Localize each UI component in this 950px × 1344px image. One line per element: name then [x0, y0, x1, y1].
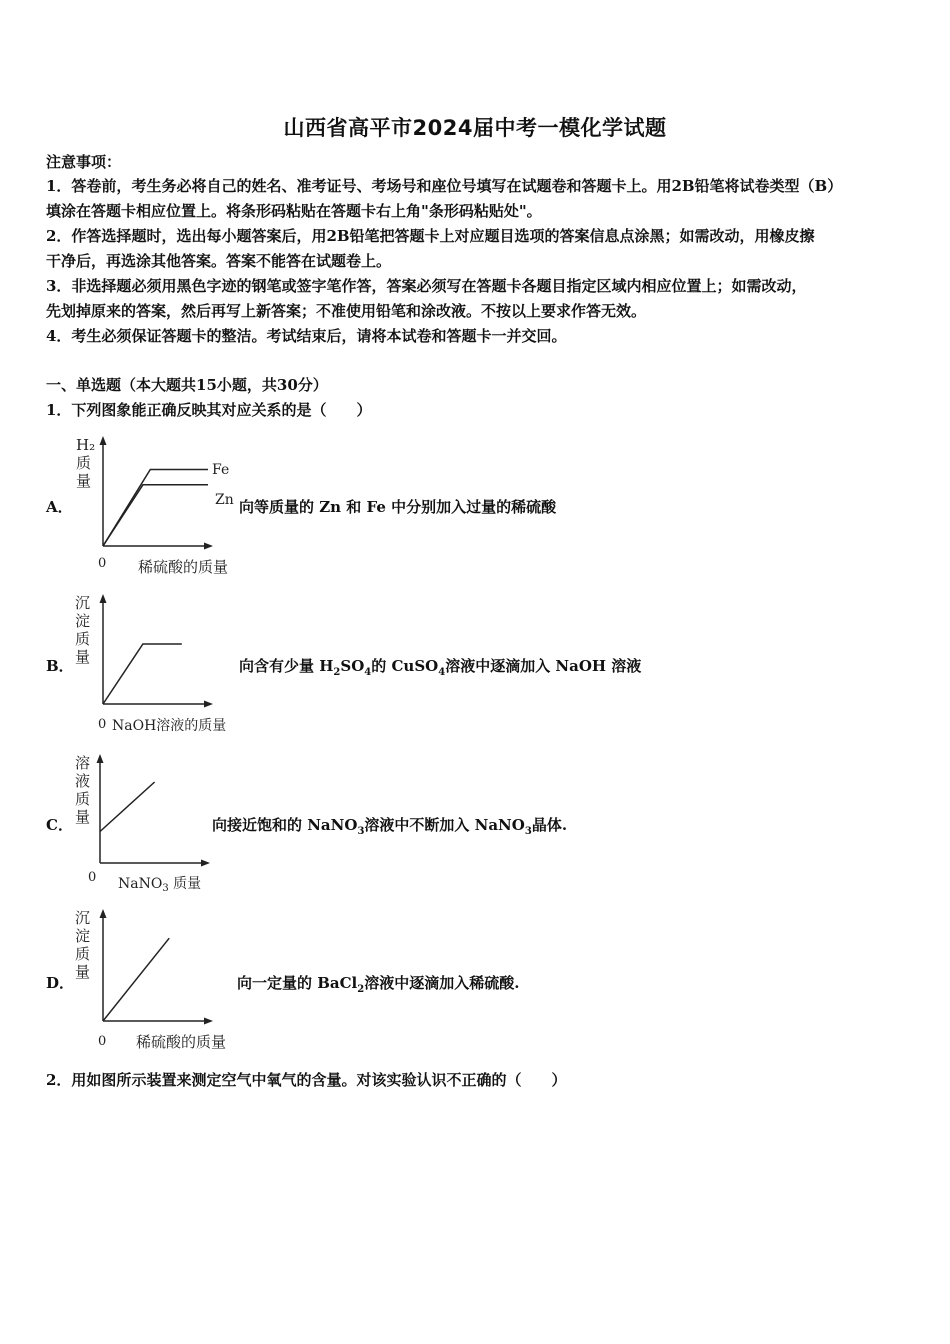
option-b-description: 向含有少量 $H_2SO_4$的 CuSO$_4$溶液中逐滴加入 NaOH 溶液: [239, 657, 642, 678]
y-axis-arrow: [100, 909, 107, 918]
y-label-char: 沉: [75, 594, 91, 612]
series-line: [100, 782, 155, 832]
origin-label: 0: [98, 717, 107, 732]
y-label-char: 量: [75, 963, 91, 981]
series-line-fe: [103, 470, 208, 547]
x-axis-label: 稀硫酸的质量: [138, 558, 229, 576]
notice-line: 4．考生必须保证答题卡的整洁。考试结束后，请将本试卷和答题卡一并交回。: [46, 327, 567, 345]
series-line-zn: [103, 485, 208, 546]
y-label-char: 液: [75, 772, 91, 790]
option-a-letter[interactable]: A．: [46, 498, 73, 516]
x-axis-label: 稀硫酸的质量: [136, 1033, 227, 1051]
origin-label: 0: [98, 1034, 107, 1049]
x-axis-label: NaNO$_3$ 质量: [118, 876, 202, 894]
option-a-description: 向等质量的 Zn 和 Fe 中分别加入过量的稀硫酸: [239, 498, 557, 516]
series-line: [103, 644, 182, 704]
option-d-description: 向一定量的 BaCl$_2$溶液中逐滴加入稀硫酸.: [237, 974, 520, 995]
notice-line: 2．作答选择题时，选出每小题答案后，用2B铅笔把答题卡上对应题目选项的答案信息点涂黑；如需改动，用橡皮擦: [46, 227, 815, 245]
page-title: 山西省高平市2024届中考一模化学试题: [283, 116, 667, 140]
y-label-char: 量: [75, 808, 91, 826]
notice-line: 干净后，再选涂其他答案。答案不能答在试题卷上。: [46, 252, 392, 270]
option-c-letter[interactable]: C．: [46, 816, 73, 834]
x-axis-arrow: [204, 543, 213, 550]
y-label-char: 质: [75, 790, 91, 808]
y-label-char: 质: [75, 630, 91, 648]
series-line: [103, 938, 169, 1021]
y-label-char: H₂: [76, 436, 96, 454]
y-axis-label: [76, 436, 95, 490]
notice-line: 1．答卷前，考生务必将自己的姓名、准考证号、考场号和座位号填写在试题卷和答题卡上。用2B铅笔将试卷类型（B）: [46, 177, 843, 195]
y-label-char: 量: [76, 472, 92, 490]
y-label-char: 淀: [75, 612, 91, 630]
y-label-char: 质: [75, 945, 91, 963]
y-label-char: 量: [75, 648, 91, 666]
notice-line: 先划掉原来的答案，然后再写上新答案；不准使用铅笔和涂改液。不按以上要求作答无效。: [46, 302, 647, 320]
y-axis-label: [75, 909, 90, 981]
notice-line: 3．非选择题必须用黑色字迹的钢笔或签字笔作答，答案必须写在答题卡各题目指定区域内相应位置上；如需改动，: [46, 277, 807, 295]
y-label-char: 溶: [75, 754, 91, 772]
notice-heading: 注意事项：: [46, 153, 122, 171]
series-label-fe: Fe: [212, 462, 230, 478]
section-heading: 一、单选题（本大题共15小题，共30分）: [46, 376, 328, 394]
y-axis-label: [75, 754, 90, 826]
y-axis-arrow: [100, 594, 107, 603]
x-axis-arrow: [204, 1018, 213, 1025]
x-axis-arrow: [204, 701, 213, 708]
y-label-char: 淀: [75, 927, 91, 945]
question-2-stem: 2．用如图所示装置来测定空气中氧气的含量。对该实验认识不正确的（ ）: [46, 1071, 567, 1089]
x-axis-label: NaOH溶液的质量: [112, 718, 227, 734]
origin-label: 0: [98, 556, 107, 571]
option-d-letter[interactable]: D．: [46, 974, 75, 992]
x-axis-arrow: [201, 860, 210, 867]
option-b-letter[interactable]: B．: [46, 657, 74, 675]
y-label-char: 沉: [75, 909, 91, 927]
y-axis-label: [75, 594, 90, 666]
y-axis-arrow: [100, 436, 107, 445]
notice-line: 填涂在答题卡相应位置上。将条形码粘贴在答题卡右上角"条形码粘贴处"。: [46, 202, 542, 220]
option-c-description: 向接近饱和的 NaNO$_3$溶液中不断加入 NaNO$_3$晶体.: [212, 816, 568, 837]
series-label-zn: Zn: [215, 492, 234, 508]
origin-label: 0: [88, 870, 97, 885]
y-axis-arrow: [97, 754, 104, 763]
question-1-stem: 1．下列图象能正确反映其对应关系的是（ ）: [46, 401, 372, 419]
y-label-char: 质: [76, 454, 92, 472]
